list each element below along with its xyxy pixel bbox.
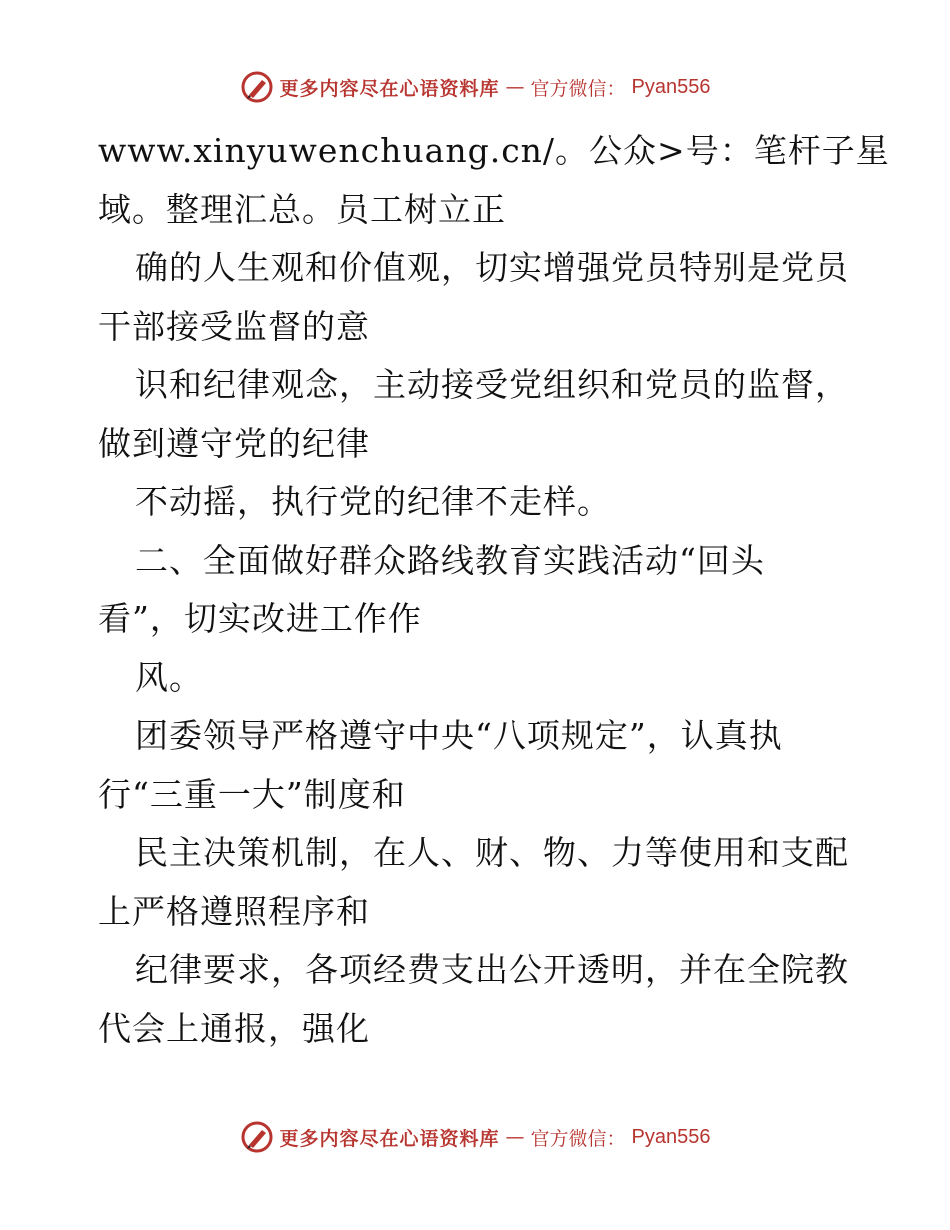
site-name: 更多内容尽在心语资料库	[279, 77, 500, 100]
body-line: 上严格遵照程序和	[98, 891, 370, 931]
body-line: www.xinyuwenchuang.cn/。公众>号：笔杆子星	[98, 131, 890, 170]
wechat-label: 官方微信：	[530, 77, 626, 100]
body-line: 干部接受监督的意	[98, 306, 370, 346]
wechat-label: 官方微信：	[530, 1127, 626, 1150]
site-name: 更多内容尽在心语资料库	[279, 1127, 500, 1150]
body-line: 看”，切实改进工作作	[98, 599, 422, 638]
body-line: 纪律要求，各项经费支出公开透明，并在全院教	[135, 950, 849, 989]
body-line: 确的人生观和价值观，切实增强党员特别是党员	[135, 248, 849, 287]
pen-logo-icon	[240, 70, 274, 104]
banner-separator: —	[505, 76, 525, 98]
body-line: 域。整理汇总。员工树立正	[98, 189, 506, 229]
body-line: 行“三重一大”制度和	[98, 774, 406, 814]
wechat-handle: Pyan556	[631, 1125, 711, 1148]
document-body	[98, 122, 890, 1058]
wechat-handle: Pyan556	[631, 75, 711, 98]
body-line: 做到遵守党的纪律	[98, 423, 370, 463]
body-line: 民主决策机制，在人、财、物、力等使用和支配	[135, 833, 849, 872]
banner-separator: —	[505, 1126, 525, 1148]
pen-logo-icon	[240, 1120, 274, 1154]
body-line: 识和纪律观念，主动接受党组织和党员的监督，	[135, 365, 849, 404]
body-line: 代会上通报，强化	[98, 1008, 370, 1048]
body-line: 不动摇，执行党的纪律不走样。	[135, 482, 611, 521]
footer-banner	[0, 1120, 950, 1154]
body-line: 二、全面做好群众路线教育实践活动“回头	[135, 540, 765, 580]
body-line: 风。	[135, 657, 203, 697]
body-line: 团委领导严格遵守中央“八项规定”，认真执	[135, 716, 783, 755]
header-banner	[0, 70, 950, 104]
